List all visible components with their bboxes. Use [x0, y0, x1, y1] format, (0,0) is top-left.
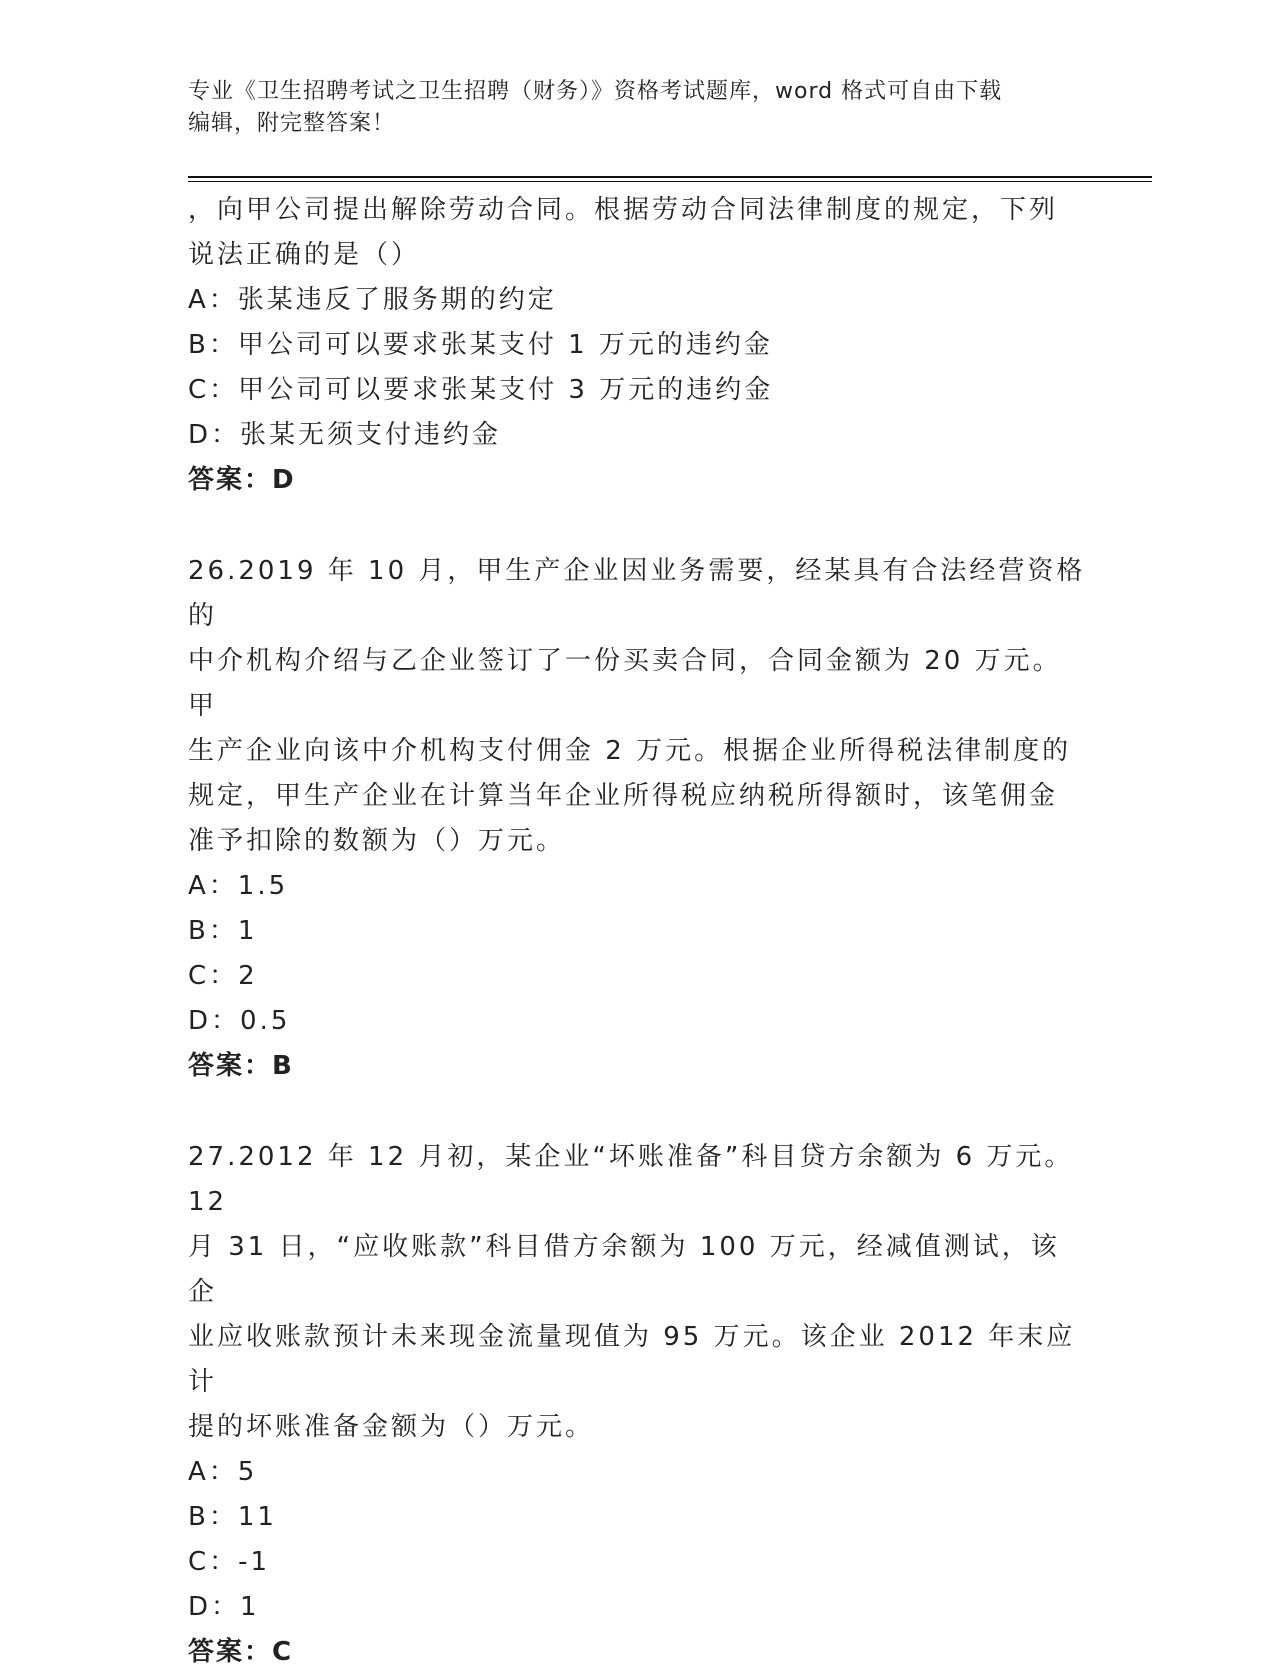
- option-c: C：-1: [188, 1547, 271, 1577]
- option-c: C：2: [188, 961, 258, 991]
- option-b: B：1: [188, 916, 258, 946]
- option-a: A：5: [188, 1457, 258, 1487]
- header-line-1: 专业《卫生招聘考试之卫生招聘（财务）》资格考试题库，word 格式可自由下载: [188, 79, 1003, 104]
- question-26: [188, 549, 1088, 1089]
- option-b: B：甲公司可以要求张某支付 1 万元的违约金: [188, 330, 773, 360]
- question-text-line: 中介机构介绍与乙企业签订了一份买卖合同，合同金额为 20 万元。甲: [188, 646, 1062, 721]
- answer: 答案：C: [188, 1637, 294, 1667]
- header-line-2: 编辑，附完整答案！: [188, 111, 396, 136]
- option-c: C：甲公司可以要求张某支付 3 万元的违约金: [188, 375, 774, 405]
- question-text-line: 提的坏账准备金额为（）万元。: [188, 1412, 595, 1442]
- option-a: A：张某违反了服务期的约定: [188, 285, 557, 315]
- answer: 答案：B: [188, 1051, 294, 1081]
- question-text-line: 规定，甲生产企业在计算当年企业所得税应纳税所得额时，该笔佣金: [188, 781, 1059, 811]
- option-d: D：张某无须支付违约金: [188, 420, 502, 450]
- question-27: [188, 1135, 1088, 1675]
- page-header: [188, 76, 1088, 140]
- question-text-line: 26.2019 年 10 月，甲生产企业因业务需要，经某具有合法经营资格的: [188, 556, 1086, 631]
- option-d: D：1: [188, 1592, 260, 1622]
- question-fragment: [188, 188, 1088, 503]
- document-body: [188, 188, 1088, 1675]
- option-d: D：0.5: [188, 1006, 291, 1036]
- answer: 答案：D: [188, 465, 296, 495]
- question-text-line: 准予扣除的数额为（）万元。: [188, 826, 566, 856]
- question-text-line: 月 31 日，“应收账款”科目借方余额为 100 万元，经减值测试，该企: [188, 1232, 1060, 1307]
- question-text-line: 说法正确的是（）: [188, 240, 421, 270]
- option-a: A：1.5: [188, 871, 289, 901]
- header-rule-thin: [188, 181, 1152, 182]
- question-text-line: 生产企业向该中介机构支付佣金 2 万元。根据企业所得税法律制度的: [188, 736, 1072, 766]
- header-rule-thick: [188, 176, 1152, 178]
- question-text-line: 业应收账款预计未来现金流量现值为 95 万元。该企业 2012 年末应计: [188, 1322, 1076, 1397]
- option-b: B：11: [188, 1502, 277, 1532]
- question-text-line: ，向甲公司提出解除劳动合同。根据劳动合同法律制度的规定，下列: [188, 195, 1059, 225]
- question-text-line: 27.2012 年 12 月初，某企业“坏账准备”科目贷方余额为 6 万元。12: [188, 1142, 1074, 1217]
